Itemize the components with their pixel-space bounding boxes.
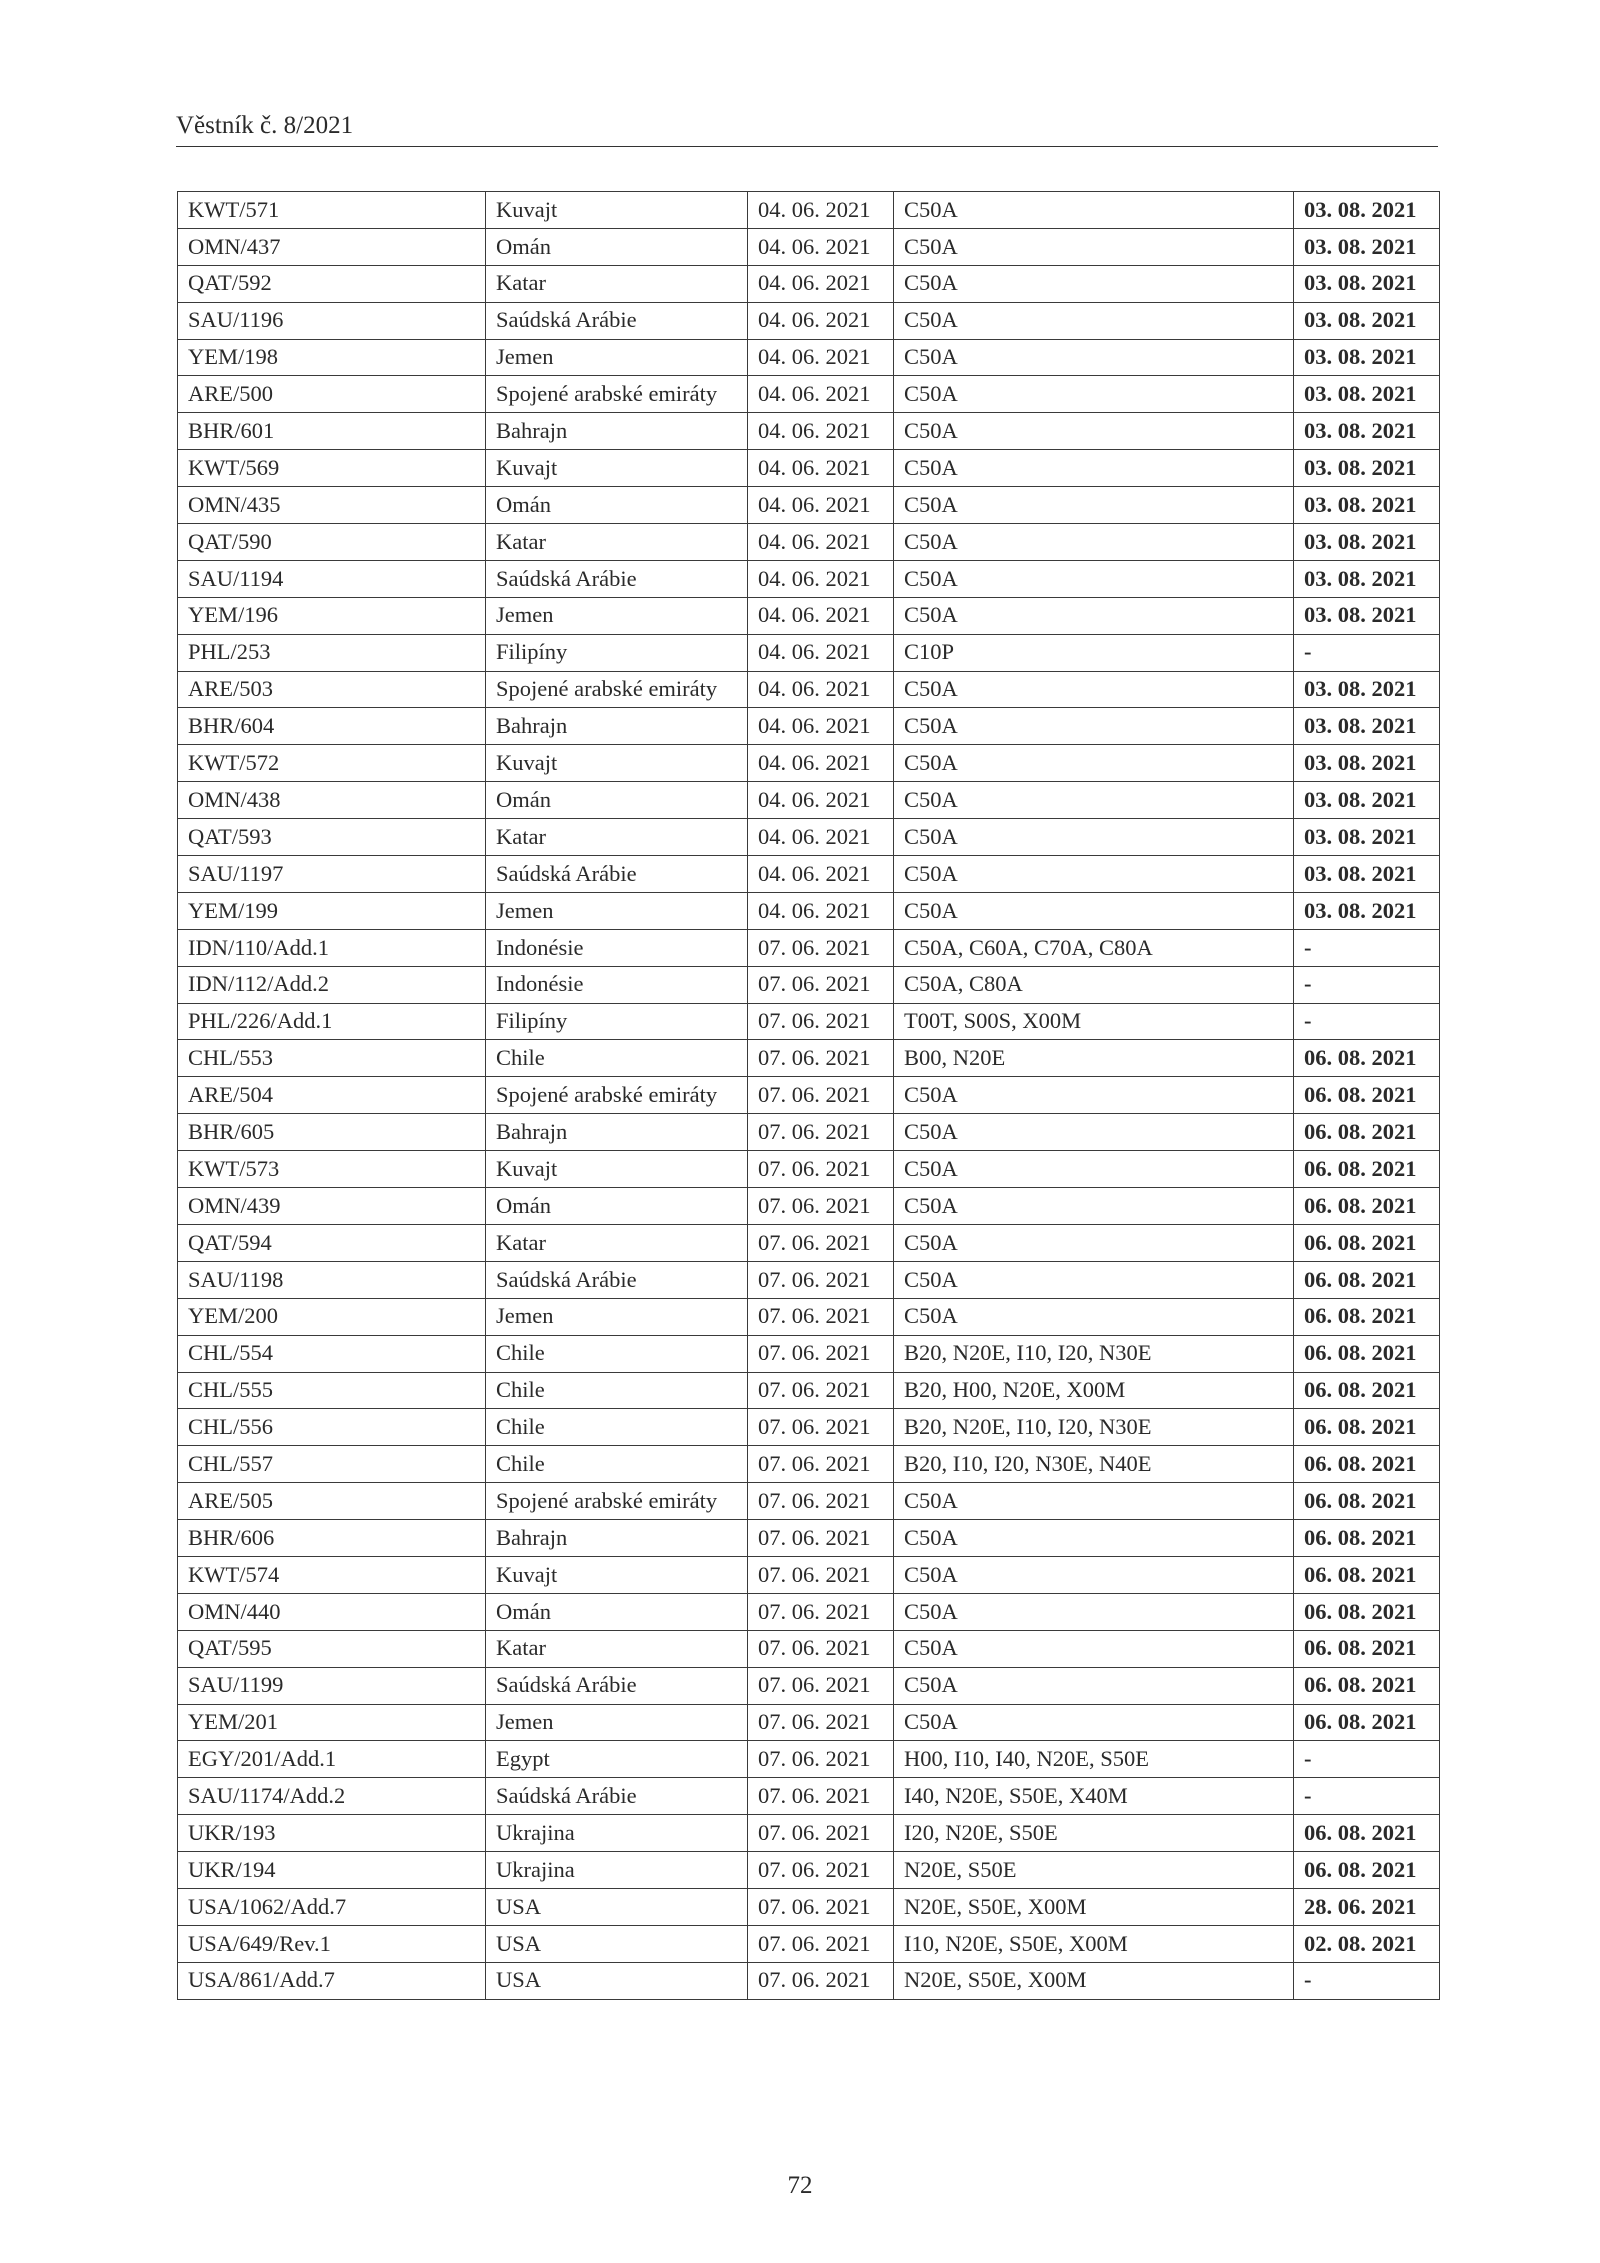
deadline-cell: 06. 08. 2021 <box>1294 1667 1440 1704</box>
country-cell: Spojené arabské emiráty <box>486 671 748 708</box>
product-codes-cell: T00T, S00S, X00M <box>894 1003 1294 1040</box>
product-codes-cell: C50A <box>894 1114 1294 1151</box>
notification-code-cell: IDN/112/Add.2 <box>178 966 486 1003</box>
notification-code-cell: QAT/590 <box>178 524 486 561</box>
product-codes-cell: C50A <box>894 1151 1294 1188</box>
product-codes-cell: C50A <box>894 413 1294 450</box>
table-row <box>178 1114 1440 1151</box>
date-cell: 04. 06. 2021 <box>748 671 894 708</box>
country-cell: Jemen <box>486 892 748 929</box>
notification-code-cell: CHL/554 <box>178 1335 486 1372</box>
date-cell: 04. 06. 2021 <box>748 339 894 376</box>
table-row <box>178 1704 1440 1741</box>
table-row <box>178 634 1440 671</box>
date-cell: 04. 06. 2021 <box>748 376 894 413</box>
table-row <box>178 192 1440 229</box>
deadline-cell: 06. 08. 2021 <box>1294 1630 1440 1667</box>
deadline-cell: 03. 08. 2021 <box>1294 560 1440 597</box>
table-row <box>178 1741 1440 1778</box>
date-cell: 07. 06. 2021 <box>748 1261 894 1298</box>
date-cell: 07. 06. 2021 <box>748 1741 894 1778</box>
product-codes-cell: C50A <box>894 1630 1294 1667</box>
deadline-cell: 03. 08. 2021 <box>1294 450 1440 487</box>
deadline-cell: 03. 08. 2021 <box>1294 745 1440 782</box>
notification-code-cell: SAU/1174/Add.2 <box>178 1778 486 1815</box>
table-row <box>178 819 1440 856</box>
deadline-cell: - <box>1294 1003 1440 1040</box>
country-cell: Ukrajina <box>486 1852 748 1889</box>
notification-code-cell: IDN/110/Add.1 <box>178 929 486 966</box>
notification-code-cell: QAT/593 <box>178 819 486 856</box>
country-cell: Kuvajt <box>486 1151 748 1188</box>
table-row <box>178 745 1440 782</box>
product-codes-cell: C10P <box>894 634 1294 671</box>
table-row <box>178 450 1440 487</box>
country-cell: Egypt <box>486 1741 748 1778</box>
table-row <box>178 1188 1440 1225</box>
notification-code-cell: BHR/606 <box>178 1520 486 1557</box>
notification-code-cell: USA/861/Add.7 <box>178 1962 486 1999</box>
deadline-cell: - <box>1294 634 1440 671</box>
deadline-cell: 06. 08. 2021 <box>1294 1483 1440 1520</box>
page-number: 72 <box>787 2172 813 2199</box>
product-codes-cell: C50A <box>894 339 1294 376</box>
table-row <box>178 1815 1440 1852</box>
date-cell: 04. 06. 2021 <box>748 524 894 561</box>
product-codes-cell: C50A <box>894 708 1294 745</box>
country-cell: Ukrajina <box>486 1815 748 1852</box>
notification-code-cell: ARE/503 <box>178 671 486 708</box>
date-cell: 07. 06. 2021 <box>748 1556 894 1593</box>
table-row <box>178 1077 1440 1114</box>
product-codes-cell: B20, N20E, I10, I20, N30E <box>894 1409 1294 1446</box>
product-codes-cell: I20, N20E, S50E <box>894 1815 1294 1852</box>
country-cell: Chile <box>486 1446 748 1483</box>
table-row <box>178 966 1440 1003</box>
table-row <box>178 228 1440 265</box>
country-cell: Kuvajt <box>486 745 748 782</box>
date-cell: 04. 06. 2021 <box>748 265 894 302</box>
product-codes-cell: C50A <box>894 376 1294 413</box>
product-codes-cell: C50A <box>894 450 1294 487</box>
country-cell: Saúdská Arábie <box>486 1261 748 1298</box>
notification-code-cell: KWT/572 <box>178 745 486 782</box>
country-cell: Chile <box>486 1409 748 1446</box>
deadline-cell: 03. 08. 2021 <box>1294 597 1440 634</box>
country-cell: Filipíny <box>486 1003 748 1040</box>
date-cell: 07. 06. 2021 <box>748 1852 894 1889</box>
notification-code-cell: OMN/437 <box>178 228 486 265</box>
product-codes-cell: C50A <box>894 265 1294 302</box>
product-codes-cell: C50A <box>894 487 1294 524</box>
page-header: Věstník č. 8/2021 <box>176 112 1438 147</box>
product-codes-cell: C50A, C60A, C70A, C80A <box>894 929 1294 966</box>
notification-code-cell: ARE/500 <box>178 376 486 413</box>
table-row <box>178 856 1440 893</box>
date-cell: 04. 06. 2021 <box>748 634 894 671</box>
date-cell: 07. 06. 2021 <box>748 1151 894 1188</box>
notification-code-cell: QAT/592 <box>178 265 486 302</box>
table-row <box>178 782 1440 819</box>
date-cell: 07. 06. 2021 <box>748 1520 894 1557</box>
country-cell: USA <box>486 1925 748 1962</box>
notification-code-cell: BHR/605 <box>178 1114 486 1151</box>
table-row <box>178 1483 1440 1520</box>
deadline-cell: 06. 08. 2021 <box>1294 1224 1440 1261</box>
country-cell: Spojené arabské emiráty <box>486 1077 748 1114</box>
country-cell: Jemen <box>486 1704 748 1741</box>
table-row <box>178 1151 1440 1188</box>
table-row <box>178 1778 1440 1815</box>
product-codes-cell: H00, I10, I40, N20E, S50E <box>894 1741 1294 1778</box>
deadline-cell: 06. 08. 2021 <box>1294 1409 1440 1446</box>
country-cell: Chile <box>486 1335 748 1372</box>
table-body <box>178 192 1440 2000</box>
table-row <box>178 265 1440 302</box>
country-cell: Kuvajt <box>486 1556 748 1593</box>
country-cell: Katar <box>486 524 748 561</box>
country-cell: Filipíny <box>486 634 748 671</box>
product-codes-cell: C50A <box>894 560 1294 597</box>
deadline-cell: - <box>1294 1962 1440 1999</box>
date-cell: 07. 06. 2021 <box>748 1888 894 1925</box>
product-codes-cell: C50A, C80A <box>894 966 1294 1003</box>
deadline-cell: 06. 08. 2021 <box>1294 1593 1440 1630</box>
country-cell: USA <box>486 1888 748 1925</box>
country-cell: Kuvajt <box>486 192 748 229</box>
table-row <box>178 1446 1440 1483</box>
notification-code-cell: YEM/198 <box>178 339 486 376</box>
notification-table <box>177 191 1440 2000</box>
product-codes-cell: C50A <box>894 228 1294 265</box>
country-cell: Bahrajn <box>486 1114 748 1151</box>
deadline-cell: 03. 08. 2021 <box>1294 192 1440 229</box>
table-row <box>178 1556 1440 1593</box>
country-cell: Saúdská Arábie <box>486 1778 748 1815</box>
deadline-cell: 03. 08. 2021 <box>1294 302 1440 339</box>
country-cell: Chile <box>486 1040 748 1077</box>
notification-code-cell: YEM/200 <box>178 1298 486 1335</box>
product-codes-cell: C50A <box>894 782 1294 819</box>
notification-code-cell: OMN/440 <box>178 1593 486 1630</box>
deadline-cell: 03. 08. 2021 <box>1294 339 1440 376</box>
deadline-cell: 03. 08. 2021 <box>1294 671 1440 708</box>
notification-code-cell: SAU/1196 <box>178 302 486 339</box>
country-cell: Omán <box>486 1188 748 1225</box>
country-cell: USA <box>486 1962 748 1999</box>
notification-code-cell: UKR/194 <box>178 1852 486 1889</box>
table-row <box>178 1040 1440 1077</box>
country-cell: Omán <box>486 1593 748 1630</box>
country-cell: Katar <box>486 1630 748 1667</box>
notification-code-cell: CHL/555 <box>178 1372 486 1409</box>
notification-code-cell: QAT/594 <box>178 1224 486 1261</box>
deadline-cell: 03. 08. 2021 <box>1294 487 1440 524</box>
table-row <box>178 376 1440 413</box>
country-cell: Jemen <box>486 597 748 634</box>
product-codes-cell: B00, N20E <box>894 1040 1294 1077</box>
product-codes-cell: C50A <box>894 1704 1294 1741</box>
deadline-cell: 06. 08. 2021 <box>1294 1261 1440 1298</box>
table-row <box>178 1925 1440 1962</box>
product-codes-cell: B20, H00, N20E, X00M <box>894 1372 1294 1409</box>
date-cell: 07. 06. 2021 <box>748 929 894 966</box>
table-row <box>178 1224 1440 1261</box>
product-codes-cell: N20E, S50E, X00M <box>894 1962 1294 1999</box>
table-row <box>178 1003 1440 1040</box>
table-row <box>178 1261 1440 1298</box>
notification-code-cell: YEM/199 <box>178 892 486 929</box>
date-cell: 04. 06. 2021 <box>748 302 894 339</box>
product-codes-cell: C50A <box>894 1261 1294 1298</box>
table-row <box>178 892 1440 929</box>
table-row <box>178 560 1440 597</box>
date-cell: 07. 06. 2021 <box>748 1667 894 1704</box>
deadline-cell: 03. 08. 2021 <box>1294 782 1440 819</box>
date-cell: 04. 06. 2021 <box>748 228 894 265</box>
date-cell: 07. 06. 2021 <box>748 1077 894 1114</box>
deadline-cell: 06. 08. 2021 <box>1294 1077 1440 1114</box>
table-row <box>178 671 1440 708</box>
table-row <box>178 929 1440 966</box>
date-cell: 07. 06. 2021 <box>748 1224 894 1261</box>
product-codes-cell: C50A <box>894 192 1294 229</box>
date-cell: 04. 06. 2021 <box>748 192 894 229</box>
notification-code-cell: EGY/201/Add.1 <box>178 1741 486 1778</box>
date-cell: 04. 06. 2021 <box>748 450 894 487</box>
date-cell: 07. 06. 2021 <box>748 1335 894 1372</box>
country-cell: Jemen <box>486 339 748 376</box>
deadline-cell: 03. 08. 2021 <box>1294 524 1440 561</box>
product-codes-cell: C50A <box>894 524 1294 561</box>
table-row <box>178 1520 1440 1557</box>
country-cell: Bahrajn <box>486 413 748 450</box>
date-cell: 04. 06. 2021 <box>748 487 894 524</box>
date-cell: 07. 06. 2021 <box>748 1630 894 1667</box>
deadline-cell: 06. 08. 2021 <box>1294 1040 1440 1077</box>
date-cell: 04. 06. 2021 <box>748 597 894 634</box>
deadline-cell: 06. 08. 2021 <box>1294 1335 1440 1372</box>
date-cell: 04. 06. 2021 <box>748 819 894 856</box>
table-row <box>178 1888 1440 1925</box>
date-cell: 07. 06. 2021 <box>748 1040 894 1077</box>
deadline-cell: 03. 08. 2021 <box>1294 819 1440 856</box>
country-cell: Chile <box>486 1372 748 1409</box>
table-row <box>178 1667 1440 1704</box>
notification-code-cell: UKR/193 <box>178 1815 486 1852</box>
country-cell: Omán <box>486 228 748 265</box>
table-row <box>178 487 1440 524</box>
table-row <box>178 597 1440 634</box>
deadline-cell: 06. 08. 2021 <box>1294 1556 1440 1593</box>
date-cell: 07. 06. 2021 <box>748 1483 894 1520</box>
deadline-cell: 03. 08. 2021 <box>1294 265 1440 302</box>
notification-code-cell: SAU/1197 <box>178 856 486 893</box>
table-row <box>178 1409 1440 1446</box>
notification-code-cell: SAU/1194 <box>178 560 486 597</box>
table-row <box>178 1630 1440 1667</box>
product-codes-cell: C50A <box>894 1593 1294 1630</box>
date-cell: 07. 06. 2021 <box>748 1778 894 1815</box>
date-cell: 07. 06. 2021 <box>748 966 894 1003</box>
country-cell: Spojené arabské emiráty <box>486 1483 748 1520</box>
deadline-cell: 02. 08. 2021 <box>1294 1925 1440 1962</box>
country-cell: Katar <box>486 265 748 302</box>
notification-code-cell: YEM/201 <box>178 1704 486 1741</box>
date-cell: 07. 06. 2021 <box>748 1704 894 1741</box>
date-cell: 07. 06. 2021 <box>748 1409 894 1446</box>
table-row <box>178 302 1440 339</box>
product-codes-cell: C50A <box>894 819 1294 856</box>
notification-code-cell: CHL/553 <box>178 1040 486 1077</box>
notification-code-cell: SAU/1199 <box>178 1667 486 1704</box>
table-row <box>178 1852 1440 1889</box>
product-codes-cell: N20E, S50E <box>894 1852 1294 1889</box>
table-row <box>178 524 1440 561</box>
notification-code-cell: OMN/435 <box>178 487 486 524</box>
date-cell: 04. 06. 2021 <box>748 892 894 929</box>
deadline-cell: 06. 08. 2021 <box>1294 1114 1440 1151</box>
deadline-cell: 03. 08. 2021 <box>1294 708 1440 745</box>
deadline-cell: 06. 08. 2021 <box>1294 1704 1440 1741</box>
deadline-cell: - <box>1294 966 1440 1003</box>
country-cell: Kuvajt <box>486 450 748 487</box>
deadline-cell: 06. 08. 2021 <box>1294 1446 1440 1483</box>
notification-code-cell: KWT/569 <box>178 450 486 487</box>
table-row <box>178 708 1440 745</box>
product-codes-cell: I10, N20E, S50E, X00M <box>894 1925 1294 1962</box>
date-cell: 07. 06. 2021 <box>748 1298 894 1335</box>
deadline-cell: 06. 08. 2021 <box>1294 1520 1440 1557</box>
table-row <box>178 1593 1440 1630</box>
table-row <box>178 1335 1440 1372</box>
date-cell: 07. 06. 2021 <box>748 1114 894 1151</box>
notification-code-cell: CHL/557 <box>178 1446 486 1483</box>
product-codes-cell: C50A <box>894 1667 1294 1704</box>
deadline-cell: 03. 08. 2021 <box>1294 413 1440 450</box>
country-cell: Omán <box>486 782 748 819</box>
deadline-cell: 06. 08. 2021 <box>1294 1188 1440 1225</box>
date-cell: 04. 06. 2021 <box>748 708 894 745</box>
country-cell: Bahrajn <box>486 708 748 745</box>
notification-code-cell: OMN/438 <box>178 782 486 819</box>
notification-code-cell: QAT/595 <box>178 1630 486 1667</box>
notification-code-cell: YEM/196 <box>178 597 486 634</box>
deadline-cell: - <box>1294 1741 1440 1778</box>
country-cell: Saúdská Arábie <box>486 1667 748 1704</box>
date-cell: 07. 06. 2021 <box>748 1815 894 1852</box>
product-codes-cell: I40, N20E, S50E, X40M <box>894 1778 1294 1815</box>
product-codes-cell: C50A <box>894 1224 1294 1261</box>
country-cell: Omán <box>486 487 748 524</box>
table-row <box>178 1298 1440 1335</box>
notification-code-cell: SAU/1198 <box>178 1261 486 1298</box>
country-cell: Indonésie <box>486 929 748 966</box>
date-cell: 04. 06. 2021 <box>748 782 894 819</box>
product-codes-cell: N20E, S50E, X00M <box>894 1888 1294 1925</box>
product-codes-cell: C50A <box>894 1556 1294 1593</box>
country-cell: Katar <box>486 819 748 856</box>
country-cell: Katar <box>486 1224 748 1261</box>
deadline-cell: - <box>1294 929 1440 966</box>
table-row <box>178 339 1440 376</box>
product-codes-cell: C50A <box>894 1077 1294 1114</box>
notification-code-cell: BHR/604 <box>178 708 486 745</box>
deadline-cell: 03. 08. 2021 <box>1294 376 1440 413</box>
deadline-cell: 06. 08. 2021 <box>1294 1372 1440 1409</box>
notification-code-cell: KWT/574 <box>178 1556 486 1593</box>
product-codes-cell: B20, N20E, I10, I20, N30E <box>894 1335 1294 1372</box>
notification-code-cell: CHL/556 <box>178 1409 486 1446</box>
country-cell: Jemen <box>486 1298 748 1335</box>
deadline-cell: 06. 08. 2021 <box>1294 1852 1440 1889</box>
product-codes-cell: C50A <box>894 671 1294 708</box>
notification-code-cell: BHR/601 <box>178 413 486 450</box>
notification-code-cell: OMN/439 <box>178 1188 486 1225</box>
date-cell: 07. 06. 2021 <box>748 1446 894 1483</box>
country-cell: Saúdská Arábie <box>486 560 748 597</box>
notification-code-cell: USA/649/Rev.1 <box>178 1925 486 1962</box>
date-cell: 07. 06. 2021 <box>748 1372 894 1409</box>
table-row <box>178 1962 1440 1999</box>
notification-code-cell: USA/1062/Add.7 <box>178 1888 486 1925</box>
date-cell: 04. 06. 2021 <box>748 413 894 450</box>
notification-code-cell: ARE/505 <box>178 1483 486 1520</box>
product-codes-cell: C50A <box>894 1298 1294 1335</box>
product-codes-cell: C50A <box>894 1483 1294 1520</box>
product-codes-cell: C50A <box>894 892 1294 929</box>
notification-code-cell: PHL/253 <box>178 634 486 671</box>
deadline-cell: 06. 08. 2021 <box>1294 1151 1440 1188</box>
product-codes-cell: C50A <box>894 1188 1294 1225</box>
country-cell: Saúdská Arábie <box>486 302 748 339</box>
country-cell: Bahrajn <box>486 1520 748 1557</box>
country-cell: Indonésie <box>486 966 748 1003</box>
date-cell: 04. 06. 2021 <box>748 745 894 782</box>
deadline-cell: 03. 08. 2021 <box>1294 892 1440 929</box>
notification-code-cell: KWT/573 <box>178 1151 486 1188</box>
notification-code-cell: ARE/504 <box>178 1077 486 1114</box>
product-codes-cell: C50A <box>894 856 1294 893</box>
notification-code-cell: KWT/571 <box>178 192 486 229</box>
product-codes-cell: B20, I10, I20, N30E, N40E <box>894 1446 1294 1483</box>
date-cell: 04. 06. 2021 <box>748 856 894 893</box>
deadline-cell: - <box>1294 1778 1440 1815</box>
date-cell: 07. 06. 2021 <box>748 1962 894 1999</box>
notification-code-cell: PHL/226/Add.1 <box>178 1003 486 1040</box>
product-codes-cell: C50A <box>894 1520 1294 1557</box>
country-cell: Spojené arabské emiráty <box>486 376 748 413</box>
table-row <box>178 1372 1440 1409</box>
date-cell: 07. 06. 2021 <box>748 1188 894 1225</box>
product-codes-cell: C50A <box>894 745 1294 782</box>
country-cell: Saúdská Arábie <box>486 856 748 893</box>
product-codes-cell: C50A <box>894 302 1294 339</box>
date-cell: 04. 06. 2021 <box>748 560 894 597</box>
date-cell: 07. 06. 2021 <box>748 1593 894 1630</box>
deadline-cell: 06. 08. 2021 <box>1294 1298 1440 1335</box>
deadline-cell: 03. 08. 2021 <box>1294 228 1440 265</box>
deadline-cell: 03. 08. 2021 <box>1294 856 1440 893</box>
deadline-cell: 06. 08. 2021 <box>1294 1815 1440 1852</box>
date-cell: 07. 06. 2021 <box>748 1925 894 1962</box>
table-row <box>178 413 1440 450</box>
deadline-cell: 28. 06. 2021 <box>1294 1888 1440 1925</box>
date-cell: 07. 06. 2021 <box>748 1003 894 1040</box>
product-codes-cell: C50A <box>894 597 1294 634</box>
